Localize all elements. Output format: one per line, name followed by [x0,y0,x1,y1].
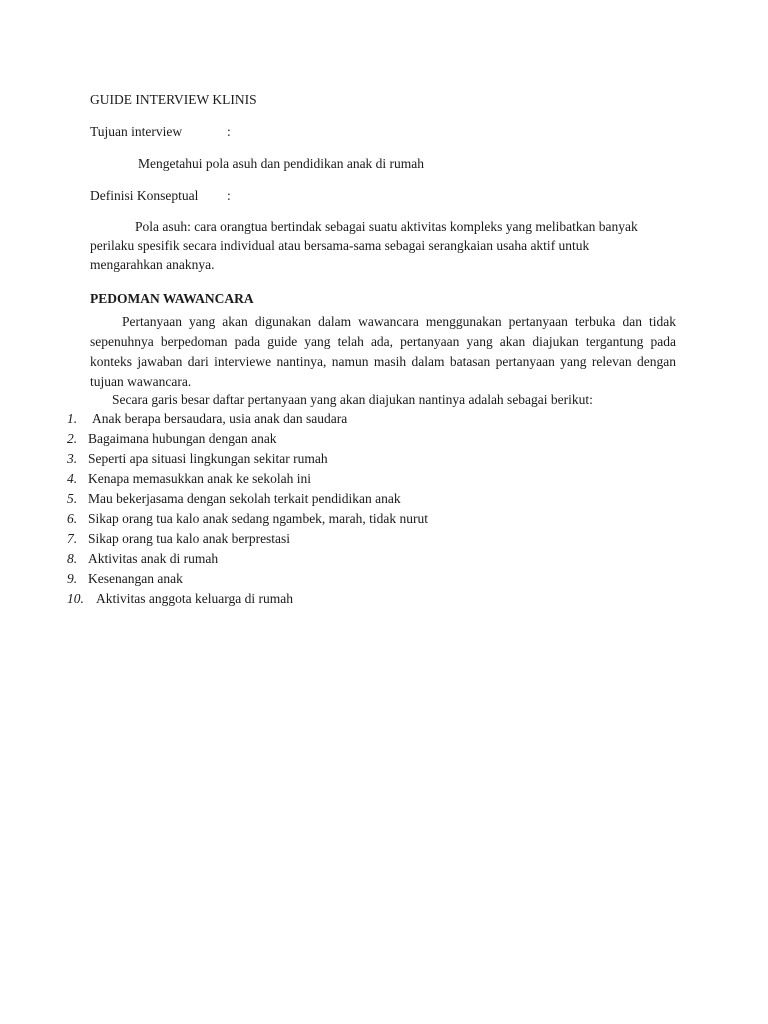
pedoman-heading: PEDOMAN WAWANCARA [90,291,254,306]
list-item-number: 9. [67,571,78,586]
list-item-number: 7. [67,531,78,546]
list-item-number: 8. [67,551,78,566]
list-item-number: 6. [67,511,78,526]
tujuan-colon: : [227,124,231,139]
pedoman-intro: Secara garis besar daftar pertanyaan yang akan diajukan nantinya adalah sebagai berikut: [112,392,593,407]
tujuan-label: Tujuan interview [90,124,183,139]
definisi-colon: : [227,188,231,203]
list-item: Aktivitas anggota keluarga di rumah [96,591,293,606]
list-item-number: 3. [67,451,78,466]
list-item: Sikap orang tua kalo anak sedang ngambek, marah, tidak nurut [88,511,429,526]
definisi-line-2: perilaku spesifik secara individual atau bersama-sama sebagai serangkaian usaha aktif untuk [90,238,590,253]
list-item: Sikap orang tua kalo anak berprestasi [88,531,291,546]
definisi-line-3: mengarahkan anaknya. [90,257,215,272]
pedoman-paragraph: Pertanyaan yang akan digunakan dalam wawancara menggunakan pertanyaan terbuka dan tidak sepenuhnya berpedoman pada guide yang telah ada, pertanyaan yang akan diajukan tergantung pada konteks jawaban dari interviewe nantinya, namun masih dalam batasan pertanyaan yang relevan dengan tujuan wawancara. [90,314,676,389]
list-item: Anak berapa bersaudara, usia anak dan saudara [92,411,348,426]
list-item: Kenapa memasukkan anak ke sekolah ini [88,471,312,486]
list-item: Aktivitas anak di rumah [88,551,219,566]
list-item: Kesenangan anak [88,571,183,586]
tujuan-text: Mengetahui pola asuh dan pendidikan anak di rumah [138,156,425,171]
list-item: Mau bekerjasama dengan sekolah terkait pendidikan anak [88,491,401,506]
list-item-number: 5. [67,491,78,506]
definisi-label: Definisi Konseptual [90,188,199,203]
list-item-number: 4. [67,471,78,486]
list-item: Bagaimana hubungan dengan anak [88,431,277,446]
list-item-number: 10. [67,591,84,606]
list-item-number: 1. [67,411,78,426]
list-item-number: 2. [67,431,78,446]
definisi-line-1: Pola asuh: cara orangtua bertindak sebagai suatu aktivitas kompleks yang melibatkan banyak [135,219,638,234]
list-item: Seperti apa situasi lingkungan sekitar rumah [88,451,328,466]
document-title: GUIDE INTERVIEW KLINIS [90,92,257,107]
